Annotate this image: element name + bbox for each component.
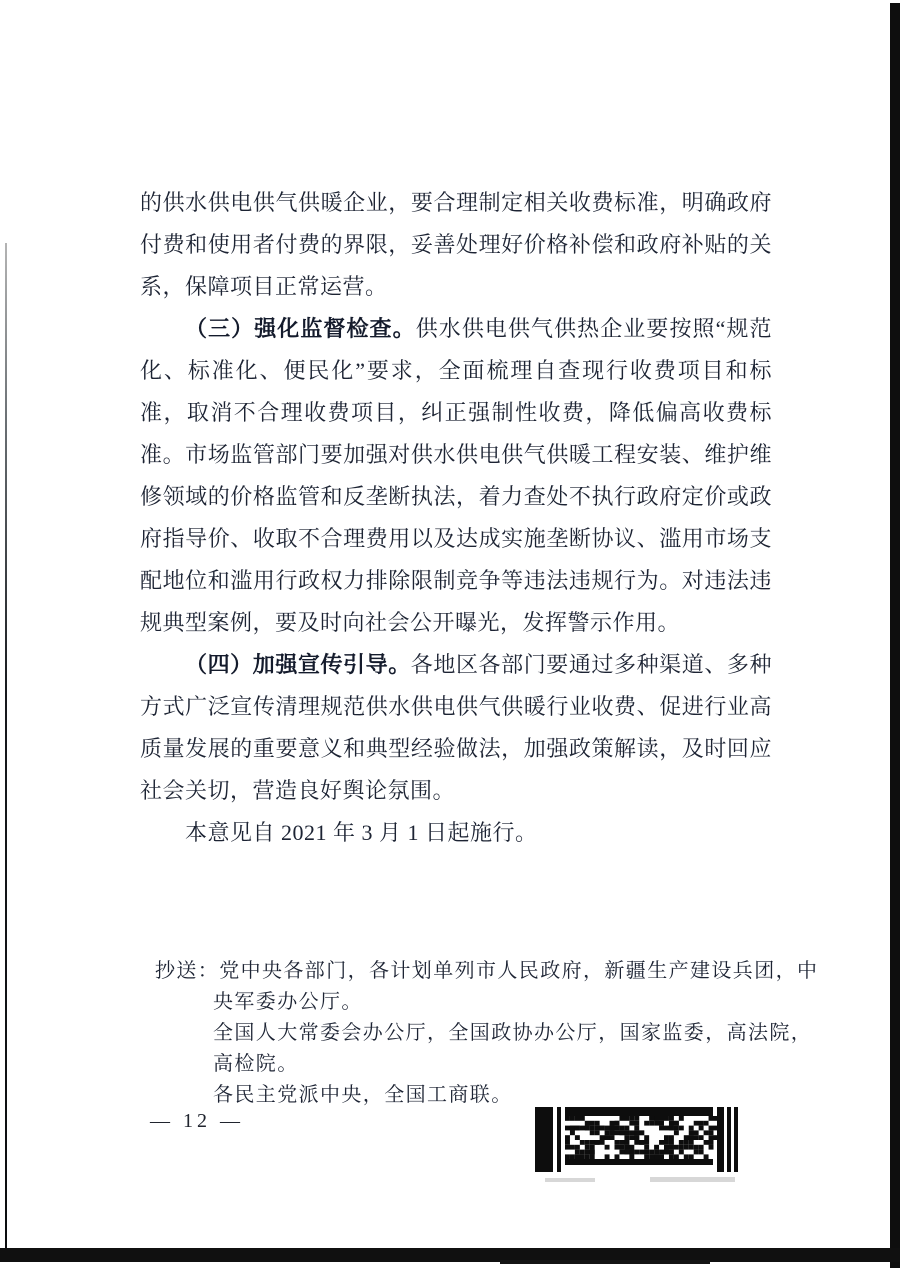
paragraph-text: 的供水供电供气供暖企业，要合理制定相关收费标准，明确政府付费和使用者付费的界限，妥善处理好价格补偿和政府补贴的关系，保障项目正常运营。 [140, 190, 772, 299]
barcode-matrix [565, 1116, 718, 1159]
paragraph-section-4 [140, 644, 772, 812]
section-heading: （四）加强宣传引导。 [185, 652, 411, 677]
cc-entry: 各民主党派中央，全国工商联。 [213, 1084, 513, 1106]
scan-artifact-right-bar [890, 3, 900, 1268]
paragraph-section-3 [140, 308, 772, 644]
page-number: — 12 — [150, 1110, 244, 1132]
scan-artifact-bottom-bar [0, 1248, 900, 1262]
cc-distribution-block [155, 956, 821, 1111]
paragraph-text: 本意见自 2021 年 3 月 1 日起施行。 [185, 820, 538, 845]
scan-artifact-bottom-edge [500, 1260, 710, 1264]
cc-entry [155, 956, 821, 1018]
scan-smudge [650, 1177, 735, 1182]
scan-smudge [545, 1178, 595, 1182]
cc-label: 抄送： [155, 960, 220, 982]
section-heading: （三）强化监督检查。 [185, 316, 416, 341]
paragraph-text: 各地区各部门要通过多种渠道、多种方式广泛宣传清理规范供水供电供气供暖行业收费、促进行业高质量发展的重要意义和典型经验做法，加强政策解读，及时回应社会关切，营造良好舆论氛围。 [140, 652, 772, 803]
paragraph-text: 供水供电供气供热企业要按照“规范化、标准化、便民化”要求，全面梳理自查现行收费项目和标准，取消不合理收费项目，纠正强制性收费，降低偏高收费标准。市场监管部门要加强对供水供电供气供暖工程安装、维护维修领域的价格监管和反垄断执法，着力查处不执行政府定价或政府指导价、收取不合理费用以及达成实施垄断协议、滥用市场支配地位和滥用行政权力排除限制竞争等违法违规行为。对违法违规典型案例，要及时向社会公开曝光，发挥警示作用。 [140, 316, 772, 635]
scan-artifact-left-line [5, 243, 7, 1248]
paragraph-effective-date [140, 812, 772, 854]
cc-entry: 全国人大常委会办公厅，全国政协办公厅，国家监委，高法院，高检院。 [213, 1022, 813, 1075]
document-body [140, 182, 772, 854]
cc-entry-text: 党中央各部门，各计划单列市人民政府，新疆生产建设兵团，中央军委办公厅。 [213, 960, 819, 1013]
barcode-2d [535, 1107, 745, 1172]
paragraph-continuation [140, 182, 772, 308]
